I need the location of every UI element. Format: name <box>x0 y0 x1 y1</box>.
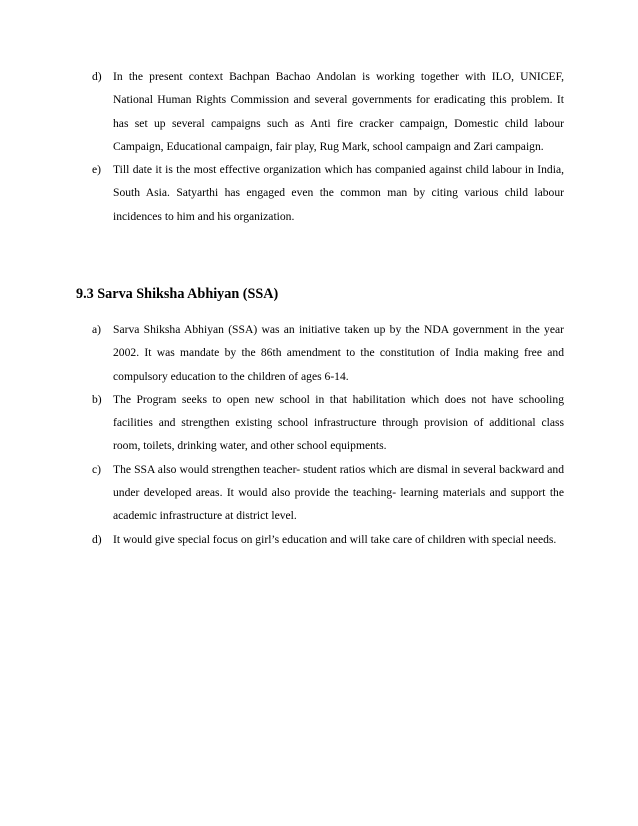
list-child-labour <box>92 65 564 228</box>
list-item <box>92 388 564 458</box>
section-heading: 9.3 Sarva Shiksha Abhiyan (SSA) <box>76 286 279 302</box>
list-item <box>92 158 564 228</box>
list-marker: d) <box>92 70 102 83</box>
list-item-text: The Program seeks to open new school in that habilitation which does not have schooling facilities and strengthen existing school infrastructure through provision of additional class room, toilets, drinking water, and other school equipments. <box>113 392 564 453</box>
list-item-text: Sarva Shiksha Abhiyan (SSA) was an initiative taken up by the NDA government in the year 2002. It was mandate by the 86th amendment to the constitution of India making free and compulsory education to the children of ages 6-14. <box>113 323 564 383</box>
list-marker: d) <box>92 532 102 546</box>
list-item <box>92 458 564 528</box>
list-marker: c) <box>92 462 102 476</box>
list-item-text: In the present context Bachpan Bachao Andolan is working together with ILO, UNICEF, National Human Rights Commission and several governments for eradicating this problem. It has set up several campaigns such as Anti fire cracker campaign, Domestic child labour Campaign, Educational campaign, fair play, Rug Mark, school campaign and Zari campaign. <box>113 70 564 153</box>
list-item <box>92 65 564 158</box>
list-marker: a) <box>92 323 102 336</box>
list-marker: e) <box>92 163 102 177</box>
list-item-text: It would give special focus on girl’s education and will take care of children with special needs. <box>113 532 557 546</box>
list-ssa <box>92 318 564 551</box>
list-item-text: The SSA also would strengthen teacher- student ratios which are dismal in several backward and under developed areas. It would also provide the teaching- learning materials and support the academic infrastructure at district level. <box>113 462 564 523</box>
list-item-text: Till date it is the most effective organization which has companied against child labour in India, South Asia. Satyarthi has engaged even the common man by citing various child labour incidences to him and his organization. <box>113 163 564 223</box>
list-item <box>92 318 564 388</box>
list-item <box>92 528 564 551</box>
list-marker: b) <box>92 392 102 406</box>
